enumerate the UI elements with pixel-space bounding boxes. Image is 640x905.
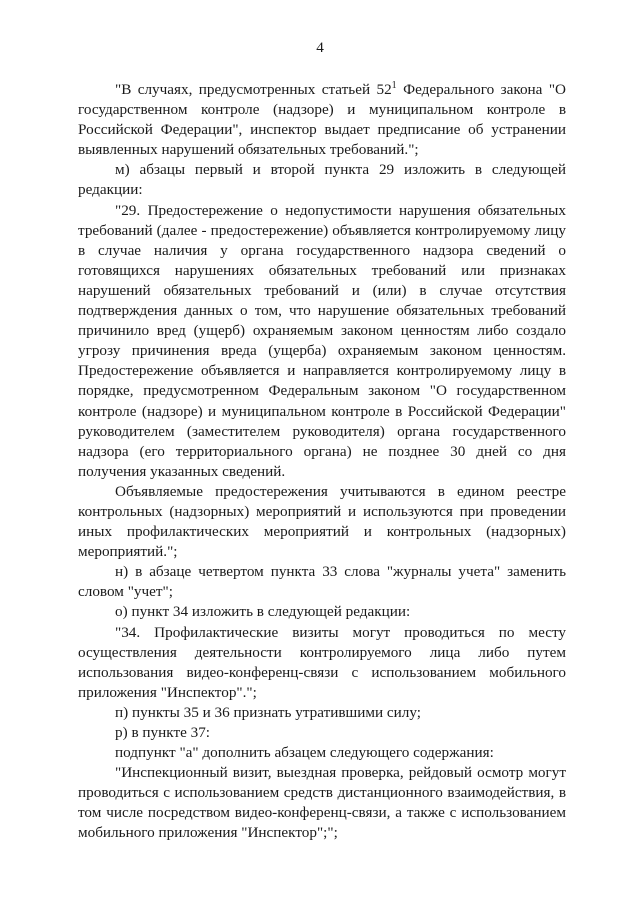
paragraph-item-o: о) пункт 34 изложить в следующей редакции: bbox=[115, 603, 411, 621]
paragraph-item-n: н) в абзаце четвертом пункта 33 слова "журналы учета" заменить словом "учет"; bbox=[78, 563, 566, 601]
paragraph-point-34: "34. Профилактические визиты могут проводиться по месту осуществления деятельности контролируемого лица либо путем использования видео-конференц-связи с использованием мобильного приложения "Инспектор"."; bbox=[78, 623, 566, 701]
superscript-article-number: 1 bbox=[391, 79, 397, 91]
document-body bbox=[78, 80, 566, 844]
paragraph-inspection-visit: "Инспекционный визит, выездная проверка, рейдовый осмотр могут проводиться с использованием средств дистанционного взаимодействия, в том числе посредством видео-конференц-связи, а также с использованием мобильного приложения "Инспектор";"; bbox=[78, 764, 566, 842]
page-number: 4 bbox=[316, 39, 324, 56]
paragraph-item-r: р) в пункте 37: bbox=[115, 724, 211, 741]
paragraph-item-m: м) абзацы первый и второй пункта 29 изложить в следующей редакции: bbox=[78, 161, 566, 199]
paragraph-text: Федерального закона "О государственном контроле (надзоре) и муниципальном контроле в Российской Федерации", инспектор выдает предписание об устранении выявленных нарушений обязательных требований."; bbox=[78, 81, 566, 159]
paragraph-point-29: "29. Предостережение о недопустимости нарушения обязательных требований (далее - предостережение) объявляется контролируемому лицу в случае наличия у органа государственного надзора сведений о готовящихся нарушениях обязательных требований или признаках нарушений обязательных требований и (или) в случае отсутствия подтверждения данных о том, что нарушение обязательных требований причинило вред (ущерб) охраняемым законом ценностям либо создало угрозу причинения вреда (ущерба) охраняемым законом ценностям. Предостережение объявляется и направляется контролируемому лицу в порядке, предусмотренном Федеральным законом "О государственном контроле (надзоре) и муниципальном контроле в Российской Федерации" руководителем (заместителем руководителя) органа государственного надзора (его территориального органа) не позднее 30 дней со дня получения указанных сведений. bbox=[78, 201, 566, 480]
paragraph-subitem-a: подпункт "а" дополнить абзацем следующего содержания: bbox=[115, 744, 494, 762]
paragraph-article-52-1 bbox=[78, 80, 566, 160]
paragraph-text: "В случаях, предусмотренных статьей 52 bbox=[115, 81, 392, 98]
paragraph-warnings-registry: Объявляемые предостережения учитываются в едином реестре контрольных (надзорных) мероприятий и используются при проведении иных профилактических мероприятий и контрольных (надзорных) мероприятий."; bbox=[78, 482, 566, 561]
paragraph-item-p: п) пункты 35 и 36 признать утратившими силу; bbox=[115, 703, 421, 721]
